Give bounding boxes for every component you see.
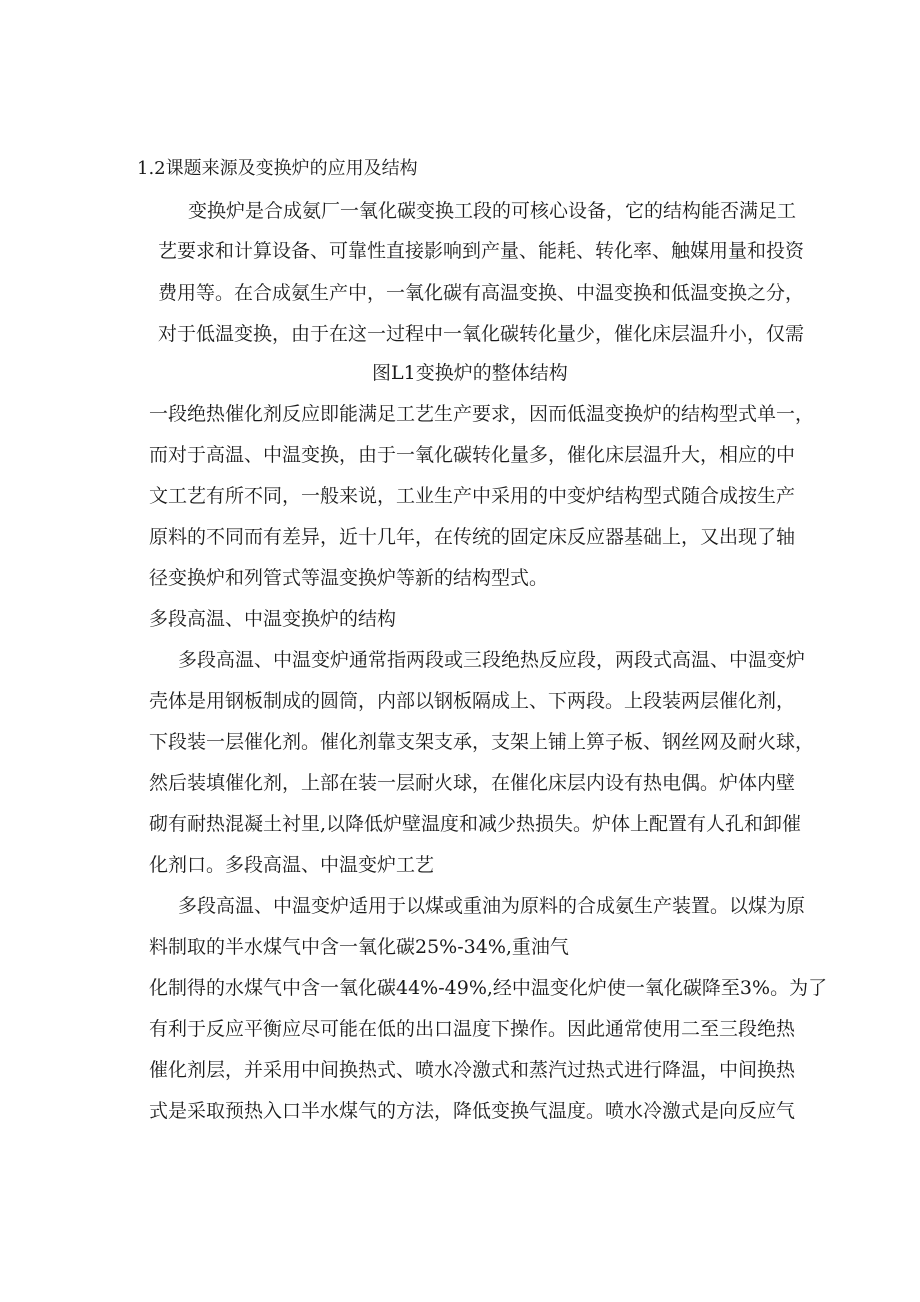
paragraph-line: 化剂口。多段高温、中温变炉工艺: [149, 854, 435, 876]
paragraph-line: 艺要求和计算设备、可靠性直接影响到产量、能耗、转化率、触媒用量和投资: [158, 240, 805, 262]
paragraph-line: 下段装一层催化剂。催化剂靠支架支承，支架上铺上箅子板、钢丝网及耐火球，: [149, 731, 815, 753]
paragraph-line: 有利于反应平衡应尽可能在低的出口温度下操作。因此通常使用二至三段绝热: [149, 1018, 796, 1040]
paragraph-line: 文工艺有所不同，一般来说，工业生产中采用的中变炉结构型式随合成按生产: [149, 485, 796, 507]
paragraph-line: 多段高温、中温变炉适用于以煤或重油为原料的合成氨生产装置。以煤为原: [178, 895, 806, 917]
paragraph-line: 化制得的水煤气中含一氧化碳44%-49%,经中温变化炉使一氧化碳降至3%。为了: [149, 977, 828, 999]
paragraph-line: 多段高温、中温变炉通常指两段或三段绝热反应段，两段式高温、中温变炉: [178, 649, 806, 671]
paragraph-line: 砌有耐热混凝土衬里,以降低炉壁温度和减少热损失。炉体上配置有人孔和卸催: [149, 813, 802, 835]
section-heading: 1.2课题来源及变换炉的应用及结构: [137, 158, 418, 179]
paragraph-line: 料制取的半水煤气中含一氧化碳25%-34%,重油气: [149, 936, 569, 958]
subheading: 多段高温、中温变换炉的结构: [149, 608, 397, 630]
figure-caption: 图L1变换炉的整体结构: [372, 362, 568, 384]
paragraph-line: 对于低温变换，由于在这一过程中一氧化碳转化量少，催化床层温升小，仅需: [158, 323, 805, 345]
paragraph-line: 壳体是用钢板制成的圆筒，内部以钢板隔成上、下两段。上段装两层催化剂，: [149, 690, 796, 712]
paragraph-line: 式是采取预热入口半水煤气的方法，降低变换气温度。喷水冷激式是向反应气: [149, 1100, 796, 1122]
paragraph-line: 原料的不同而有差异，近十几年，在传统的固定床反应器基础上，又出现了轴: [149, 526, 796, 548]
paragraph-line: 费用等。在合成氨生产中，一氧化碳有高温变换、中温变换和低温变换之分，: [158, 282, 805, 304]
paragraph-line: 变换炉是合成氨厂一氧化碳变换工段的可核心设备，它的结构能否满足工: [188, 200, 797, 222]
paragraph-line: 而对于高温、中温变换，由于一氧化碳转化量多，催化床层温升大，相应的中: [149, 444, 796, 466]
paragraph-line: 催化剂层，并采用中间换热式、喷水冷激式和蒸汽过热式进行降温，中间换热: [149, 1059, 796, 1081]
paragraph-line: 一段绝热催化剂反应即能满足工艺生产要求，因而低温变换炉的结构型式单一，: [149, 403, 815, 425]
paragraph-line: 然后装填催化剂，上部在装一层耐火球，在催化床层内设有热电偶。炉体内壁: [149, 772, 796, 794]
paragraph-line: 径变换炉和列管式等温变换炉等新的结构型式。: [149, 567, 549, 589]
